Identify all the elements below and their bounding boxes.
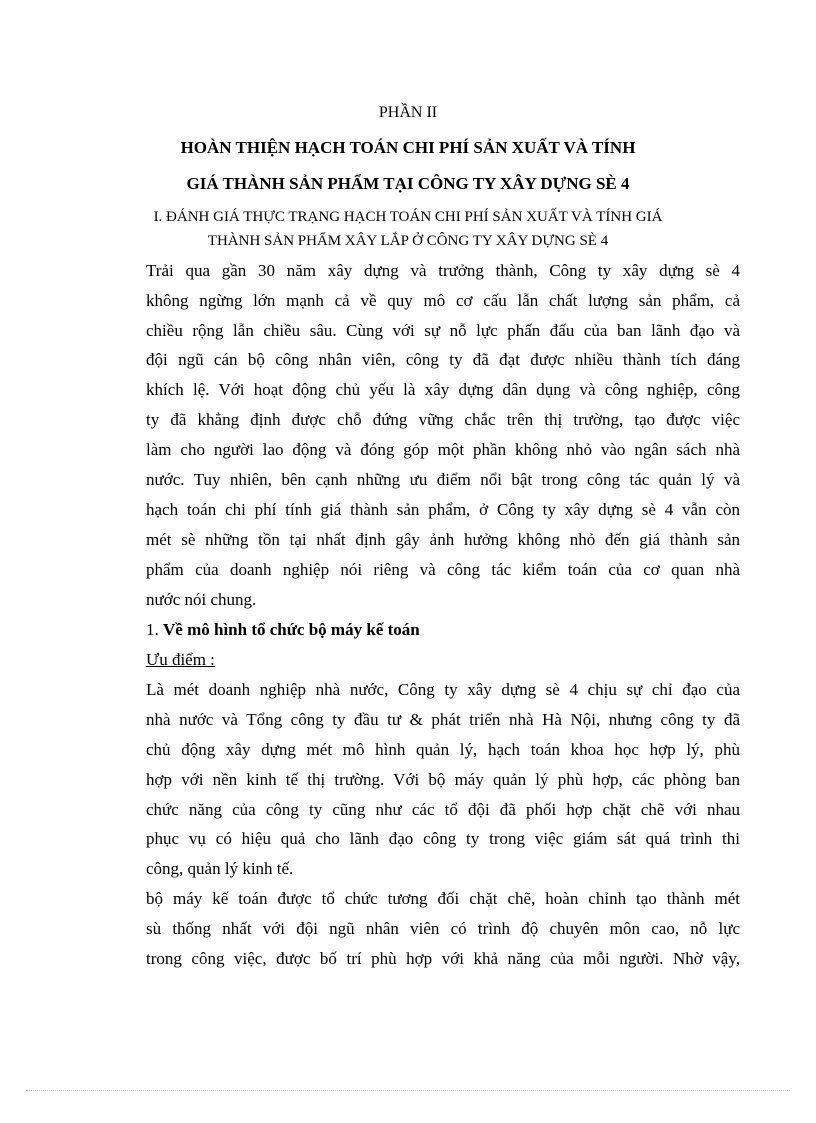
accounting-paragraph-line: sù thống nhất với đội ngũ nhân viên có trình độ chuyên môn cao, nỗ lực <box>146 919 740 938</box>
intro-paragraph-line: làm cho người lao động và đóng góp một phần không nhỏ vào ngân sách nhà <box>146 440 740 459</box>
advantages-paragraph-line: nhà nước và Tổng công ty đầu tư & phát triển nhà Hà Nội, nhưng công ty đã <box>146 710 740 729</box>
advantages-paragraph-line: chủ động xây dựng mét mô hình quản lý, hạch toán khoa học hợp lý, phù <box>146 740 740 759</box>
subsection-heading <box>146 619 740 641</box>
intro-paragraph-line: hạch toán chi phí tính giá thành sản phẩm, ở Công ty xây dựng sè 4 vẫn còn <box>146 500 740 519</box>
intro-paragraph-line: ty đã khẳng định được chỗ đứng vững chắc trên thị trường, tạo được việc <box>146 410 740 429</box>
intro-paragraph-line: phẩm của doanh nghiệp nói riêng và công tác kiểm toán của cơ quan nhà <box>146 560 740 579</box>
section-heading-line: I. ĐÁNH GIÁ THỰC TRẠNG HẠCH TOÁN CHI PHÍ SẢN XUẤT VÀ TÍNH GIÁ <box>153 209 663 225</box>
advantages-paragraph-line: công, quản lý kinh tế. <box>146 859 294 878</box>
subsection-title: Về mô hình tổ chức bộ máy kế toán <box>163 620 420 639</box>
accounting-paragraph-line: bộ máy kế toán được tổ chức tương đối chặt chẽ, hoàn chỉnh tạo thành mét <box>146 889 740 908</box>
advantages-paragraph-line: hợp với nền kinh tế thị trường. Với bộ máy quản lý phù hợp, các phòng ban <box>146 770 740 789</box>
advantages-paragraph-line: Là mét doanh nghiệp nhà nước, Công ty xây dựng sè 4 chịu sự chỉ đạo của <box>146 680 740 699</box>
intro-paragraph-line: nước. Tuy nhiên, bên cạnh những ưu điểm nổi bật trong công tác quản lý và <box>146 470 740 489</box>
advantages-paragraph-line: phục vụ có hiệu quả cho lãnh đạo công ty trong việc giám sát quá trình thi <box>146 829 740 848</box>
advantages-paragraph-line: chức năng của công ty cũng như các tổ đội đã phối hợp chặt chẽ với nhau <box>146 800 740 819</box>
section-heading-line: THÀNH SẢN PHẨM XÂY LẮP Ở CÔNG TY XÂY DỰNG SÈ 4 <box>207 233 609 249</box>
intro-paragraph-line: nước nói chung. <box>146 590 257 609</box>
intro-paragraph-line: chiều rộng lẫn chiều sâu. Cùng với sự nỗ lực phấn đấu của ban lãnh đạo và <box>146 321 740 340</box>
subsection-number: 1. <box>146 620 159 639</box>
intro-paragraph-line: không ngừng lớn mạnh cả về quy mô cơ cấu lẫn chất lượng sản phẩm, cả <box>146 291 740 310</box>
main-title-line: HOÀN THIỆN HẠCH TOÁN CHI PHÍ SẢN XUẤT VÀ TÍNH <box>180 138 636 157</box>
part-label: PHẦN II <box>378 104 438 121</box>
page-bottom-divider <box>26 1090 790 1091</box>
intro-paragraph-line: Trải qua gần 30 năm xây dựng và trưởng thành, Công ty xây dựng sè 4 <box>146 261 740 280</box>
accounting-paragraph-line: trong công việc, được bố trí phù hợp với khả năng của mỗi người. Nhờ vậy, <box>146 949 740 968</box>
intro-paragraph-line: đội ngũ cán bộ công nhân viên, công ty đã đạt được nhiều thành tích đáng <box>146 350 740 369</box>
advantages-label: Ưu điểm : <box>146 650 215 669</box>
main-title-line: GIÁ THÀNH SẢN PHẨM TẠI CÔNG TY XÂY DỰNG SÈ 4 <box>186 174 630 193</box>
intro-paragraph-line: mét sè những tồn tại nhất định gây ảnh hưởng không nhỏ đến giá thành sản <box>146 530 740 549</box>
intro-paragraph-line: khích lệ. Với hoạt động chủ yếu là xây dựng dân dụng và công nghiệp, công <box>146 380 740 399</box>
